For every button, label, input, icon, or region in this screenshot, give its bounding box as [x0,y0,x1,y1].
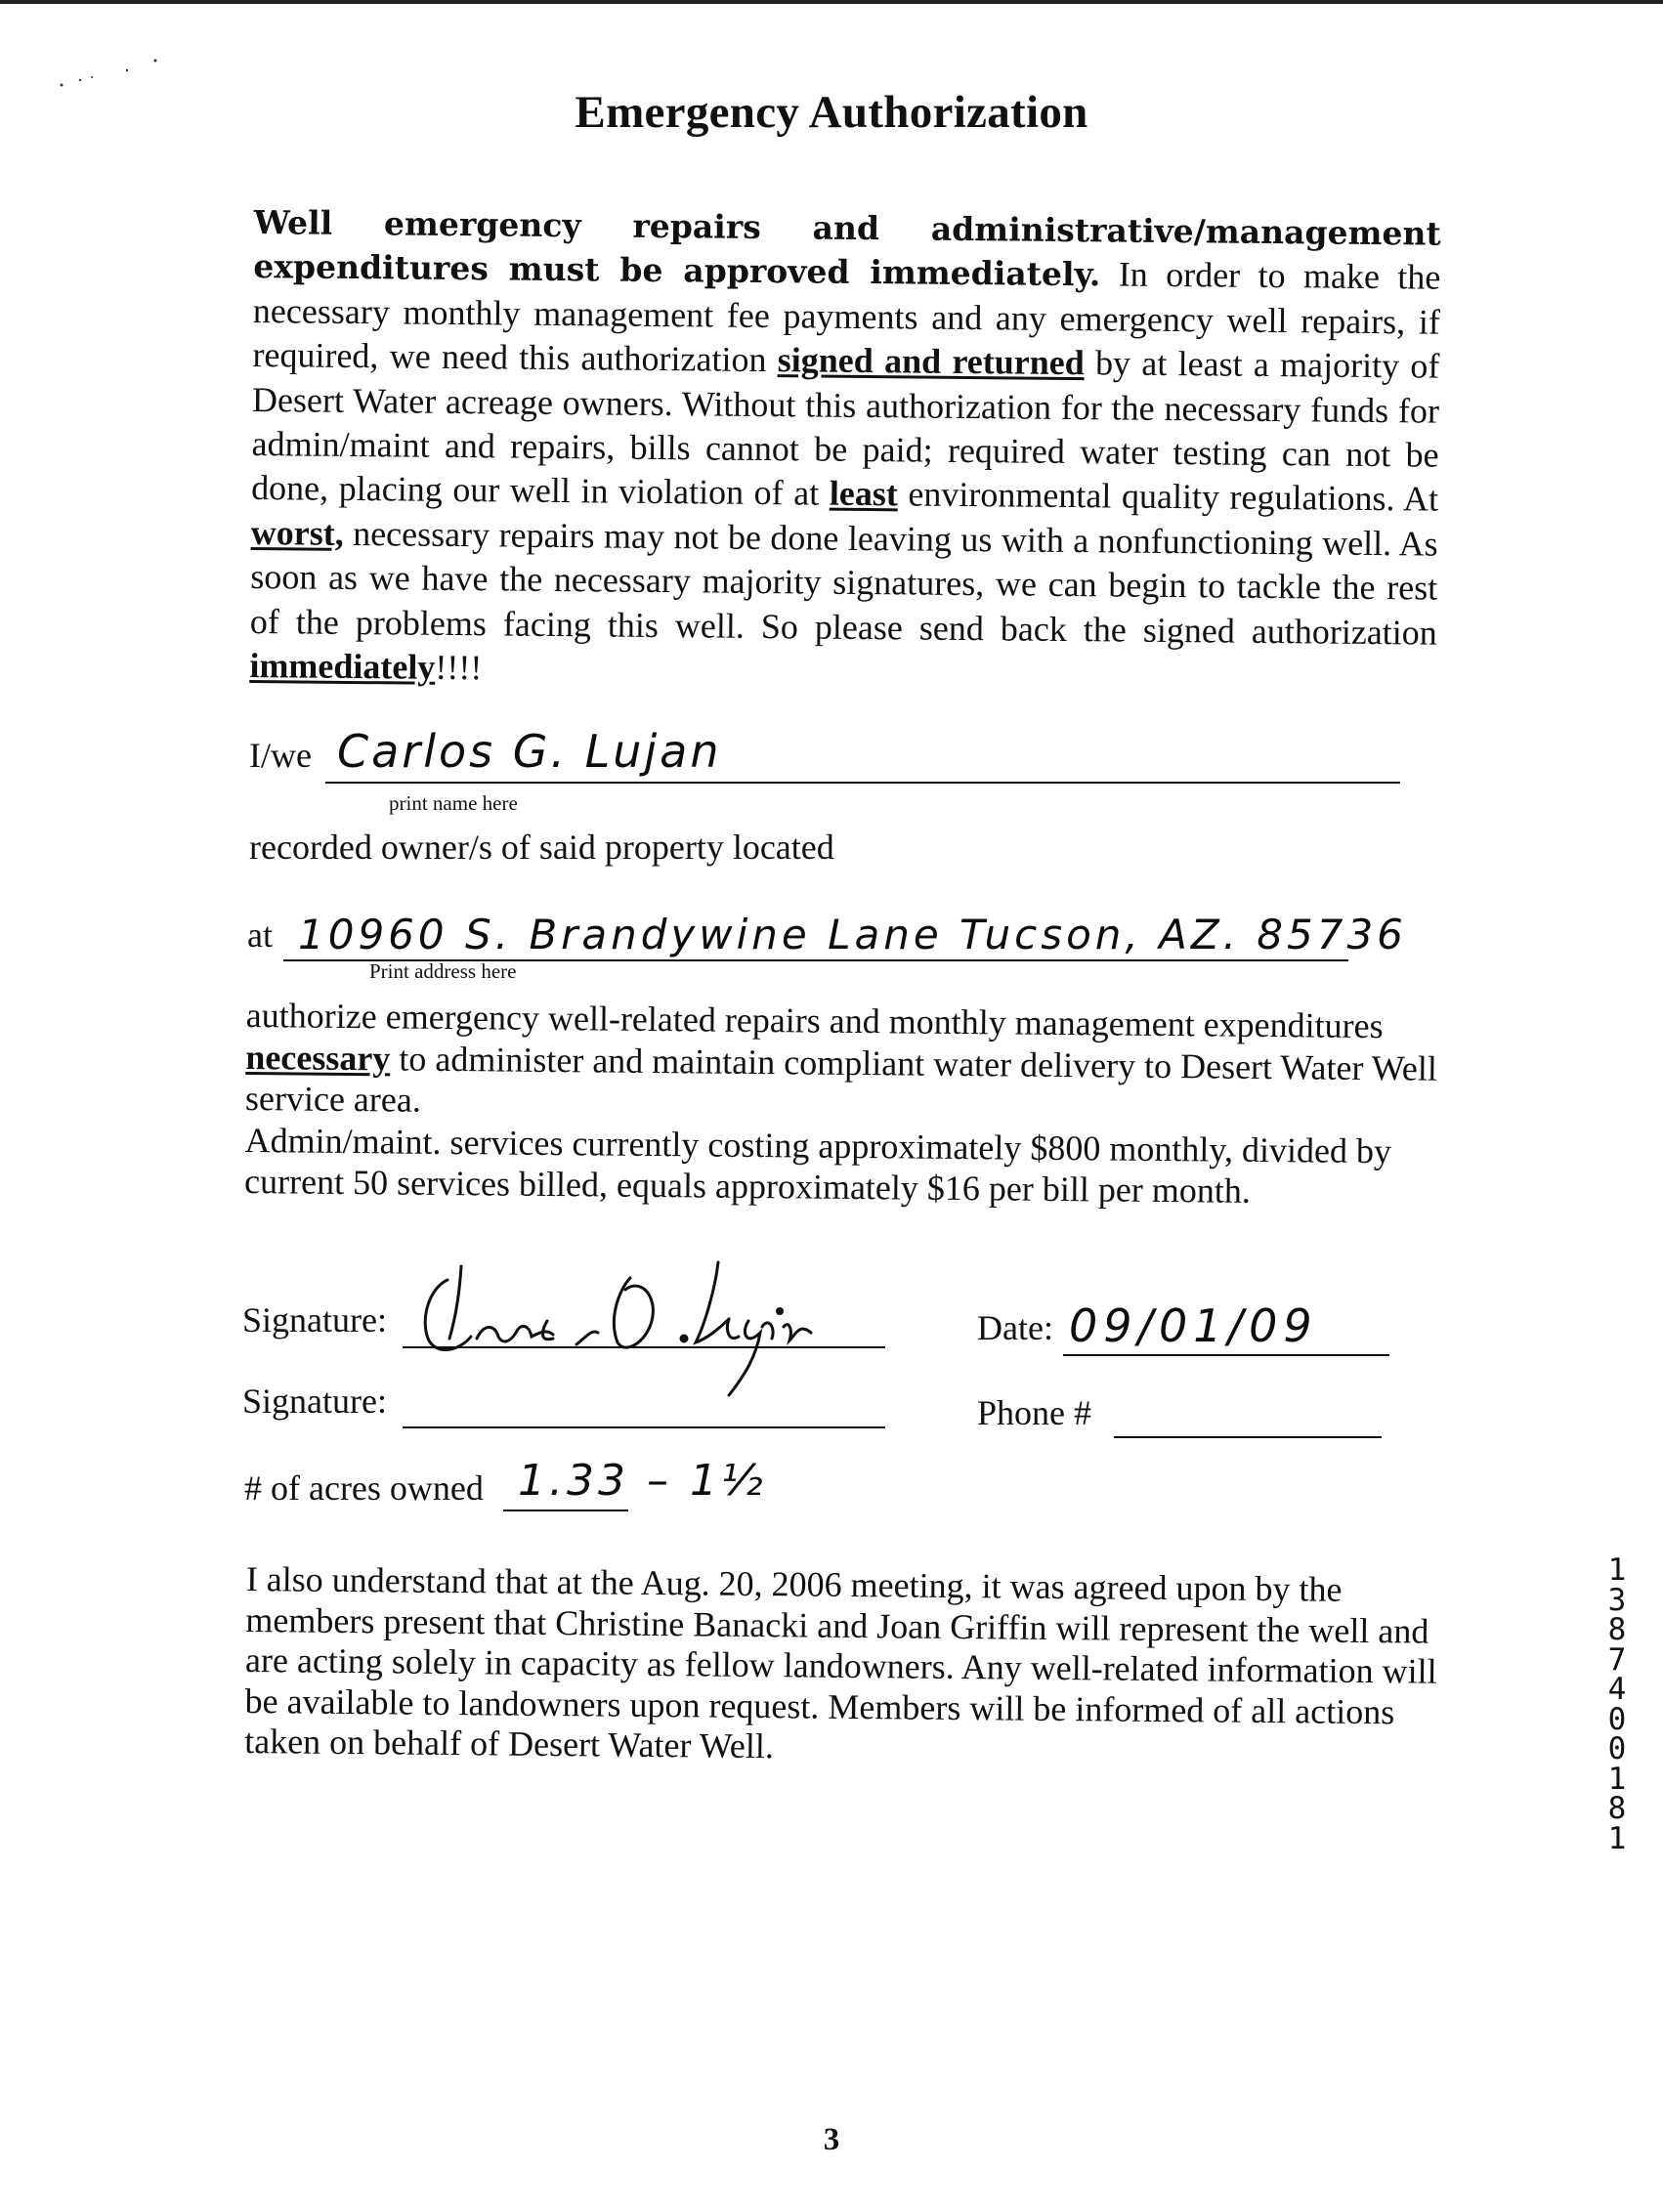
authorize-emphasis-necessary: necessary [245,1037,391,1078]
intro-text-3: environmental quality regulations. At [897,474,1439,520]
intro-text-5: !!!! [435,647,483,688]
address-label: at [247,915,273,955]
phone-field[interactable] [1114,1436,1382,1438]
date-rule [1063,1354,1389,1356]
acres-field[interactable]: 1.33 – 1½ [518,1456,767,1506]
signature-mark[interactable] [401,1249,860,1405]
address-field[interactable]: 10960 S. Brandywine Lane Tucson, AZ. 85736 [298,911,1407,958]
name-field[interactable]: Carlos G. Lujan [337,725,722,778]
intro-emphasis-least: least [829,474,899,514]
page-number: 3 [823,2122,840,2157]
scan-top-border [0,0,1663,4]
bates-stamp: 13874 00181 [1607,1553,1627,1856]
signature-label-2: Signature: [242,1382,387,1421]
phone-label: Phone # [977,1393,1091,1432]
page-title: Emergency Authorization [575,87,1088,138]
signature-rule-2[interactable] [403,1426,885,1428]
address-caption: Print address here [369,959,517,983]
authorization-paragraph [244,995,1438,1213]
authorize-text-2: to administer and maintain compliant water delivery to Desert Water Well service area. [244,1038,1438,1120]
acres-rule [503,1510,628,1511]
intro-lead: Well emergency repairs and administrative/management expenditures must be approved immediately. [253,202,1441,294]
date-label: Date: [977,1308,1053,1347]
closing-paragraph: I also understand that at the Aug. 20, 2006 meeting, it was agreed upon by the members present that Christine Banacki and Joan Griffin will represent the well and are acting solely in capacity as fellow landowners. Any well-related information will be available to landowners upon request. Members will be informed of all actions taken on behalf of Desert Water Well. [244,1559,1437,1766]
authorize-text-1: authorize emergency well-related repairs and monthly management expenditures [245,995,1384,1046]
intro-emphasis-worst: worst, [250,512,344,553]
intro-text-1: In order to make the necessary monthly management fee payments and any emergency well repairs, if required, we need this authorization [252,254,1441,380]
cost-paragraph: Admin/maint. services currently costing approximately $800 monthly, divided by current 50 services billed, equals approximately $16 per bill per month. [243,1120,1392,1211]
acres-label: # of acres owned [244,1468,484,1508]
intro-paragraph [249,200,1441,700]
intro-text-2: by at least a majority of Desert Water acreage owners. Without this authorization for the necessary funds for admin/maint and repairs, bills cannot be paid; required water testing can not be done, placing our well in violation of at [250,343,1440,514]
name-caption: print name here [389,791,518,815]
intro-emphasis-immediately: immediately [249,646,436,687]
intro-emphasis-signed: signed and returned [777,340,1085,383]
name-label: I/we [249,736,312,775]
date-field[interactable]: 09/01/09 [1069,1299,1318,1352]
name-field-rule [325,782,1400,784]
signature-label-1: Signature: [242,1300,387,1340]
recorded-owner-text: recorded owner/s of said property located [249,828,834,867]
intro-text-4: necessary repairs may not be done leaving us with a nonfunctioning well. As soon as we have the necessary majority signatures, we can begin to tackle the rest of the problems facing this well. So please send back the signed authorization [249,513,1438,653]
